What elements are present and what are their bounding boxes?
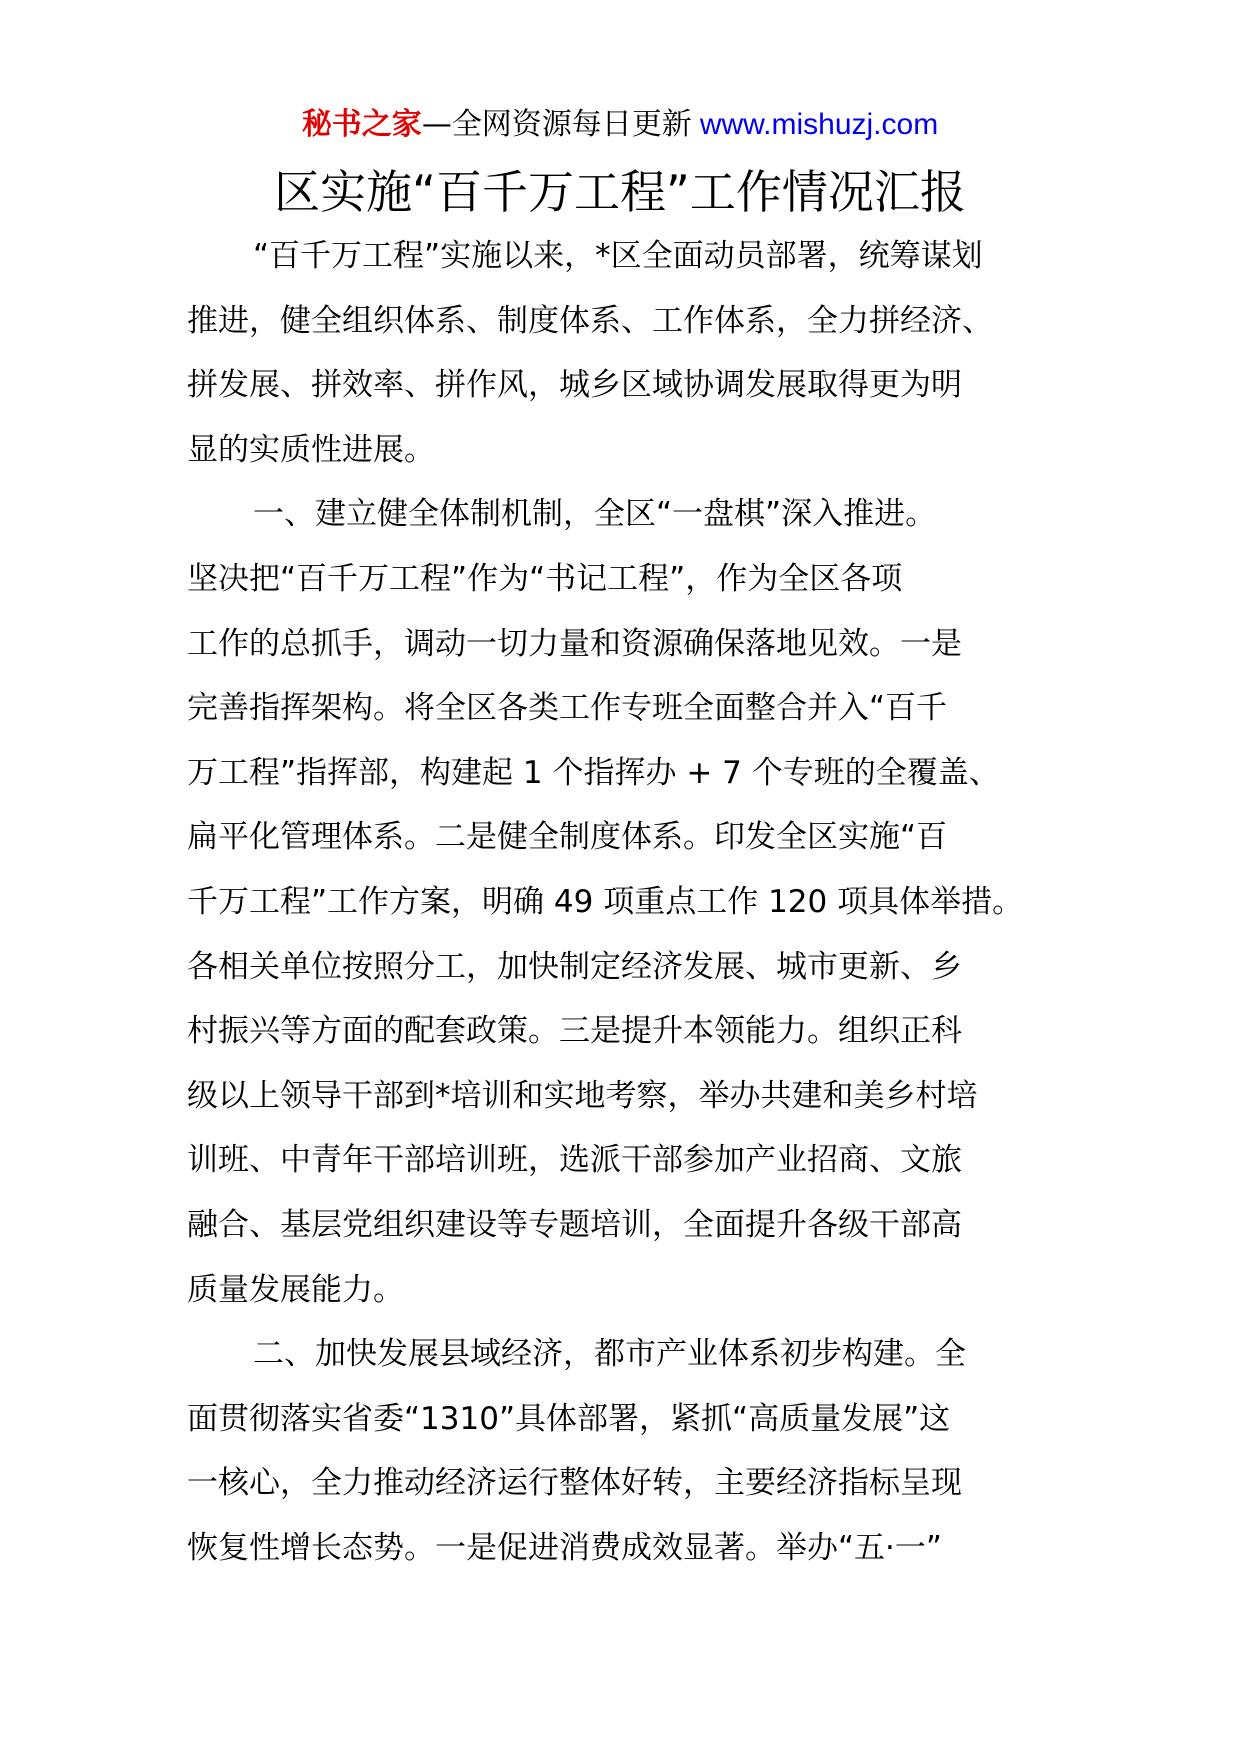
site-header bbox=[0, 100, 1240, 150]
text-line: 完善指挥架构。将全区各类工作专班全面整合并入“百千 bbox=[187, 690, 948, 727]
text-line: 融合、基层党组织建设等专题培训，全面提升各级干部高 bbox=[187, 1206, 962, 1243]
text-line: 工作的总抓手，调动一切力量和资源确保落地见效。一是 bbox=[187, 625, 962, 662]
text-line: 恢复性增长态势。一是促进消费成效显著。举办“五·一” bbox=[187, 1529, 942, 1566]
text-line: 面贯彻落实省委“1310”具体部署，紧抓“高质量发展”这 bbox=[187, 1400, 951, 1437]
text-line: 各相关单位按照分工，加快制定经济发展、城市更新、乡 bbox=[187, 948, 962, 985]
text-line: 显的实质性进展。 bbox=[187, 431, 435, 468]
text-line: 质量发展能力。 bbox=[187, 1271, 404, 1308]
text-line: 村振兴等方面的配套政策。三是提升本领能力。组织正科 bbox=[187, 1013, 962, 1050]
text-line: 一核心，全力推动经济运行整体好转，主要经济指标呈现 bbox=[187, 1465, 962, 1502]
text-line: 扁平化管理体系。二是健全制度体系。印发全区实施“百 bbox=[187, 819, 948, 856]
text-line: “百千万工程”实施以来，*区全面动员部署，统筹谋划 bbox=[253, 238, 983, 274]
text-line: 训班、中青年干部培训班，选派干部参加产业招商、文旅 bbox=[187, 1142, 962, 1179]
document-title: 区实施“百千万工程”工作情况汇报 bbox=[274, 165, 966, 219]
text-line: 坚决把“百千万工程”作为“书记工程”，作为全区各项 bbox=[187, 560, 903, 597]
text-line: 推进，健全组织体系、制度体系、工作体系，全力拼经济、 bbox=[187, 302, 993, 339]
document-body bbox=[187, 224, 1057, 1580]
text-line: 万工程”指挥部，构建起 1 个指挥办 + 7 个专班的全覆盖、 bbox=[187, 754, 1000, 791]
text-line: 千万工程”工作方案，明确 49 项重点工作 120 项具体举措。 bbox=[187, 883, 1024, 920]
text-line: 拼发展、拼效率、拼作风，城乡区域协调发展取得更为明 bbox=[187, 367, 962, 404]
site-url-link[interactable]: www.mishuzj.com bbox=[699, 108, 939, 141]
site-slogan: —全网资源每日更新 bbox=[421, 107, 692, 142]
site-brand: 秘书之家 bbox=[301, 107, 422, 142]
section-heading-2: 二、加快发展县域经济，都市产业体系初步构建。全 bbox=[253, 1336, 966, 1373]
section-heading-1: 一、建立健全体制机制，全区“一盘棋”深入推进。 bbox=[253, 496, 937, 533]
text-line: 级以上领导干部到*培训和实地考察，举办共建和美乡村培 bbox=[187, 1077, 978, 1114]
